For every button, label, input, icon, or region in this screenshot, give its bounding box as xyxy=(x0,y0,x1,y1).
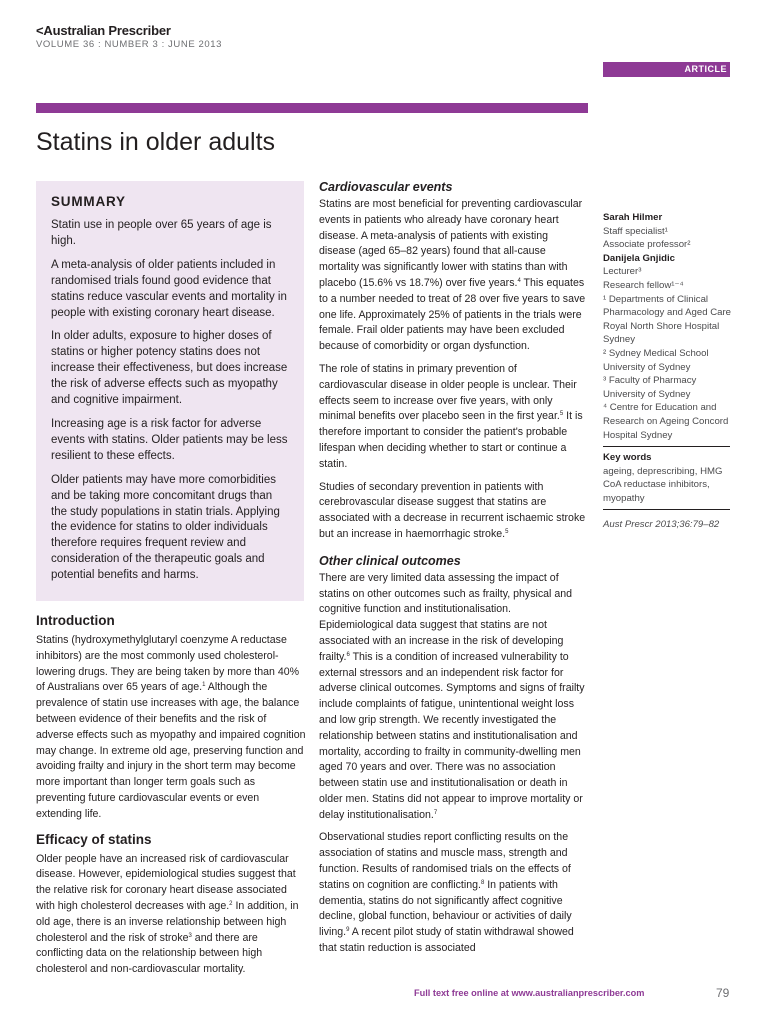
summary-heading: SUMMARY xyxy=(51,194,126,209)
cardiovascular-heading: Cardiovascular events xyxy=(319,180,453,194)
author-role: Associate professor² xyxy=(603,239,691,251)
citation: Aust Prescr 2013;36:79–82 xyxy=(603,519,720,531)
summary-paragraph: Statin use in people over 65 years of age is high. xyxy=(51,219,272,247)
summary-paragraph: Older patients may have more comorbidities and be taking more concomitant drugs than the study populations in statin trials. Applying the evidence for statins to older individuals therefore requires frequent review and consideration of the therapeutic goals and potential benefits and harms. xyxy=(51,473,280,582)
left-column xyxy=(36,612,306,985)
introduction-paragraph: Statins (hydroxymethylglutaryl coenzyme A reductase inhibitors) are the most commonly used cholesterol-lowering drugs. They are being taken by more than 40% of Australians over 65 years of age.$^1$ Although the prevalence of statin use increases with age, the balance between evidence of their benefits and the risk of adverse effects such as myopathy and impaired cognition may change. In extreme old age, preserving function and avoiding frailty and injury in the short term may become more important than longer term goals such as preventing future cardiovascular events or even extending life. xyxy=(36,634,306,820)
journal-logo: <Australian Prescriber xyxy=(36,23,171,38)
keywords-text: ageing, deprescribing, HMG CoA reductase inhibitors, myopathy xyxy=(603,465,723,504)
summary-paragraph: A meta-analysis of older patients included in randomised trials found good evidence that statins reduce vascular events and mortality in people with existing coronary heart disease. xyxy=(51,258,287,319)
affiliation: ⁴ Centre for Education and Research on Ageing Concord Hospital Sydney xyxy=(603,402,729,441)
author-name: Sarah Hilmer xyxy=(603,212,663,223)
middle-column xyxy=(319,179,587,964)
efficacy-paragraph: Older people have an increased risk of cardiovascular disease. However, epidemiological studies suggest that the relative risk for coronary heart disease associated with high cholesterol decreases with age.$^2$ In addition, in old age, there is an inverse relationship between high cholesterol and the risk of stroke$^3$ and there are conflicting data on the relationship between high cholesterol and non-cardiovascular mortality. xyxy=(36,852,299,976)
keywords-heading: Key words xyxy=(603,452,652,464)
cardiovascular-paragraph-3: Studies of secondary prevention in patients with cerebrovascular disease suggest that statins are associated with a decrease in recurrent ischaemic stroke but an increase in haemorrhagic stroke.$^5$ xyxy=(319,480,586,540)
other-outcomes-paragraph-2: Observational studies report conflicting results on the association of statins and muscle mass, strength and function. Results of randomised trials on the effects of statins on cognition are conflicting.$^8$ In patients with dementia, statins do not significantly affect cognitive decline, global function, behaviour or activities of daily living.$^9$ A recent pilot study of statin withdrawal showed that statin reduction is associated xyxy=(319,831,574,955)
summary-box xyxy=(36,181,304,601)
other-outcomes-paragraph-1: There are very limited data assessing the impact of statins on other outcomes such as frailty, physical and cognitive function and institutionalisation. Epidemiological data suggest that statins are not associated with an increase in the risk of developing frailty.$^6$ This is a condition of increased vulnerability to external stressors and an independent risk factor for adverse clinical outcomes. Symptoms and signs of frailty include complaints of fatigue, unintentional weight loss and low grip strength. We recently investigated the relationship between statins and institutionalisation and mortality, according to frailty in community-dwelling men aged 70 years and over. There was no association between statin use and institutionalisation or death in older men. Statins did not appear to improve mortality or delay institutionalisation.$^7$ xyxy=(319,571,585,821)
affiliation: ¹ Departments of Clinical Pharmacology and Aged Care xyxy=(603,293,731,319)
affiliation: Royal North Shore Hospital Sydney xyxy=(603,320,720,346)
cardiovascular-paragraph-1: Statins are most beneficial for preventing cardiovascular events in patients who already have coronary heart disease. A meta-analysis of patients with existing disease (aged 65–82 years) found that all-cause mortality was significantly lower with statins than with placebo (15.6% vs 18.7%) over five years.$^4$ This equates to a number needed to treat of 28 over five years to save one life. Approximately 25% of patients in the trials were female. Frail older patients may have been excluded because of comorbidity or organ dysfunction. xyxy=(319,198,586,353)
author-name: Danijela Gnjidic xyxy=(603,252,675,264)
author-sidebar xyxy=(603,211,731,532)
efficacy-heading: Efficacy of statins xyxy=(36,831,152,847)
author-role: Staff specialist¹ xyxy=(603,225,668,237)
page-number: 79 xyxy=(716,986,730,1000)
article-title: Statins in older adults xyxy=(36,128,276,156)
summary-paragraph: Increasing age is a risk factor for adverse events with statins. Older patients may be less resilient to these effects. xyxy=(51,417,288,462)
affiliation: ² Sydney Medical School University of Sydney xyxy=(603,347,709,373)
introduction-heading: Introduction xyxy=(36,613,115,628)
masthead xyxy=(36,24,222,51)
article-type-badge: ARTICLE xyxy=(603,62,730,77)
footer-link[interactable]: Full text free online at www.australianprescriber.com xyxy=(414,988,645,998)
cardiovascular-paragraph-2: The role of statins in primary prevention of cardiovascular disease in older people is unclear. Their effects seem to increase over five years, with only minimal benefits over placebo seen in the first year.$^5$ It is therefore important to consider the patient's probable lifespan when deciding whether to start or continue a statin. xyxy=(319,362,583,470)
author-role: Lecturer³ xyxy=(603,266,642,278)
summary-paragraph: In older adults, exposure to higher doses of statins or higher potency statins does not increase their effectiveness, but does increase the risk of adverse effects such as myopathy and cognitive impairment. xyxy=(51,330,288,407)
volume-info: VOLUME 36 : NUMBER 3 : JUNE 2013 xyxy=(36,39,223,50)
other-outcomes-heading: Other clinical outcomes xyxy=(319,553,461,568)
author-role: Research fellow¹⁻⁴ xyxy=(603,279,684,291)
title-accent-bar xyxy=(36,103,588,113)
affiliation: ³ Faculty of Pharmacy University of Sydney xyxy=(603,375,697,400)
